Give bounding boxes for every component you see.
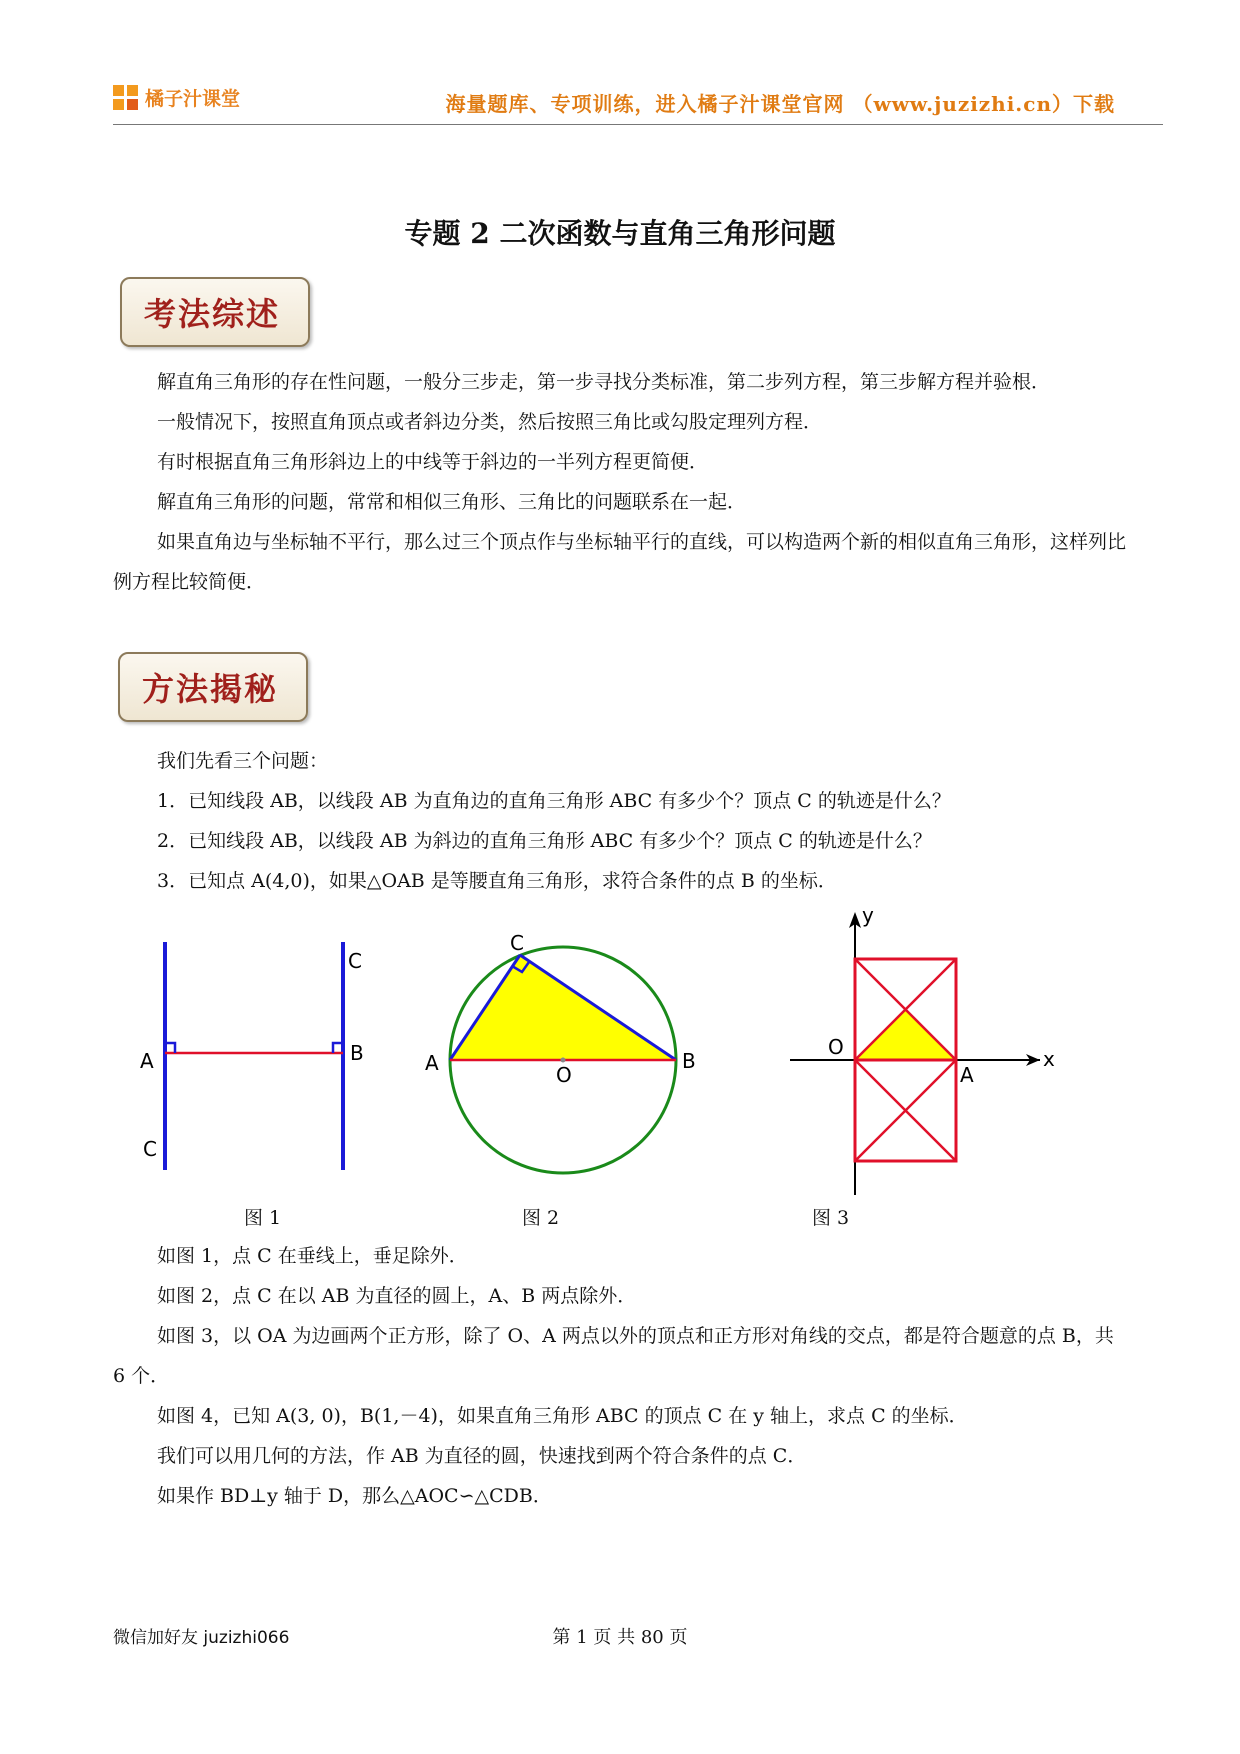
header-logo [113, 84, 240, 111]
page-title: 专题 2 二次函数与直角三角形问题 [404, 217, 836, 250]
fig1-label-b: B [350, 1041, 364, 1065]
paragraph: 如图 2，点 C 在以 AB 为直径的圆上，A、B 两点除外． [157, 1285, 637, 1307]
section-badge-label: 方法揭秘 [142, 670, 279, 708]
footer-contact: 微信加好友 juzizhi066 [113, 1628, 290, 1648]
paragraph: 如图 4，已知 A(3, 0)，B(1,－4)，如果直角三角形 ABC 的顶点 C 在 y 轴上，求点 C 的坐标． [157, 1405, 968, 1427]
figure-1 [140, 942, 364, 1170]
method-intro: 我们先看三个问题： [157, 750, 329, 772]
question-3: 3．已知点 A(4,0)，如果△OAB 是等腰直角三角形，求符合条件的点 B 的坐标． [157, 870, 837, 892]
fig2-label-a: A [425, 1051, 439, 1075]
paragraph: 如果直角边与坐标轴不平行，那么过三个顶点作与坐标轴平行的直线，可以构造两个新的相似直角三角形，这样列比例方程比较简便． [113, 531, 1127, 593]
question-1: 1．已知线段 AB，以线段 AB 为直角边的直角三角形 ABC 有多少个？顶点 C 的轨迹是什么？ [157, 790, 951, 812]
figures-row [0, 900, 1240, 1220]
fig1-label-c-bottom: C [143, 1137, 157, 1161]
header-slogan: 海量题库、专项训练，进入橘子汁课堂官网 （www.juzizhi.cn）下载 [445, 92, 1115, 116]
fig2-label-o: O [556, 1063, 572, 1087]
paragraph: 如图 1，点 C 在垂线上，垂足除外． [157, 1245, 468, 1267]
fig2-label-b: B [682, 1049, 696, 1073]
figure-2 [425, 931, 696, 1173]
paragraph: 如图 3，以 OA 为边画两个正方形，除了 O、A 两点以外的顶点和正方形对角线的交点，都是符合题意的点 B，共 6 个． [113, 1325, 1114, 1387]
fig2-label-c: C [510, 931, 524, 955]
question-2: 2．已知线段 AB，以线段 AB 为斜边的直角三角形 ABC 有多少个？顶点 C 的轨迹是什么？ [157, 830, 932, 852]
overview-paragraphs [113, 362, 1128, 602]
paragraph: 解直角三角形的存在性问题，一般分三步走，第一步寻找分类标准，第二步列方程，第三步解方程并验根． [157, 371, 1051, 393]
header-divider [113, 124, 1163, 125]
paragraph: 解直角三角形的问题，常常和相似三角形、三角比的问题联系在一起． [157, 491, 747, 513]
logo-icon [113, 85, 139, 111]
page-number: 第 1 页 共 80 页 [552, 1627, 688, 1648]
fig3-label-x: x [1043, 1047, 1055, 1071]
section-badge-method [118, 652, 308, 722]
paragraph: 如果作 BD⊥y 轴于 D，那么△AOC∽△CDB． [157, 1485, 552, 1507]
fig2-caption: 图 2 [522, 1207, 560, 1229]
fig3-label-a: A [960, 1063, 974, 1087]
section-badge-overview [120, 277, 310, 347]
paragraph: 有时根据直角三角形斜边上的中线等于斜边的一半列方程更简便． [157, 451, 709, 473]
paragraph: 我们可以用几何的方法，作 AB 为直径的圆，快速找到两个符合条件的点 C． [157, 1445, 807, 1467]
brand-name: 橘子汁课堂 [145, 88, 241, 110]
paragraph: 一般情况下，按照直角顶点或者斜边分类，然后按照三角比或勾股定理列方程． [157, 411, 823, 433]
fig3-label-o: O [828, 1035, 844, 1059]
fig1-caption: 图 1 [244, 1207, 282, 1229]
explanation-paragraphs [113, 1236, 1128, 1516]
fig3-caption: 图 3 [812, 1207, 850, 1229]
fig3-label-y: y [862, 903, 874, 927]
section-badge-label: 考法综述 [144, 295, 281, 333]
figure-3 [790, 903, 1055, 1195]
fig1-label-c-top: C [348, 949, 362, 973]
fig1-label-a: A [140, 1049, 154, 1073]
